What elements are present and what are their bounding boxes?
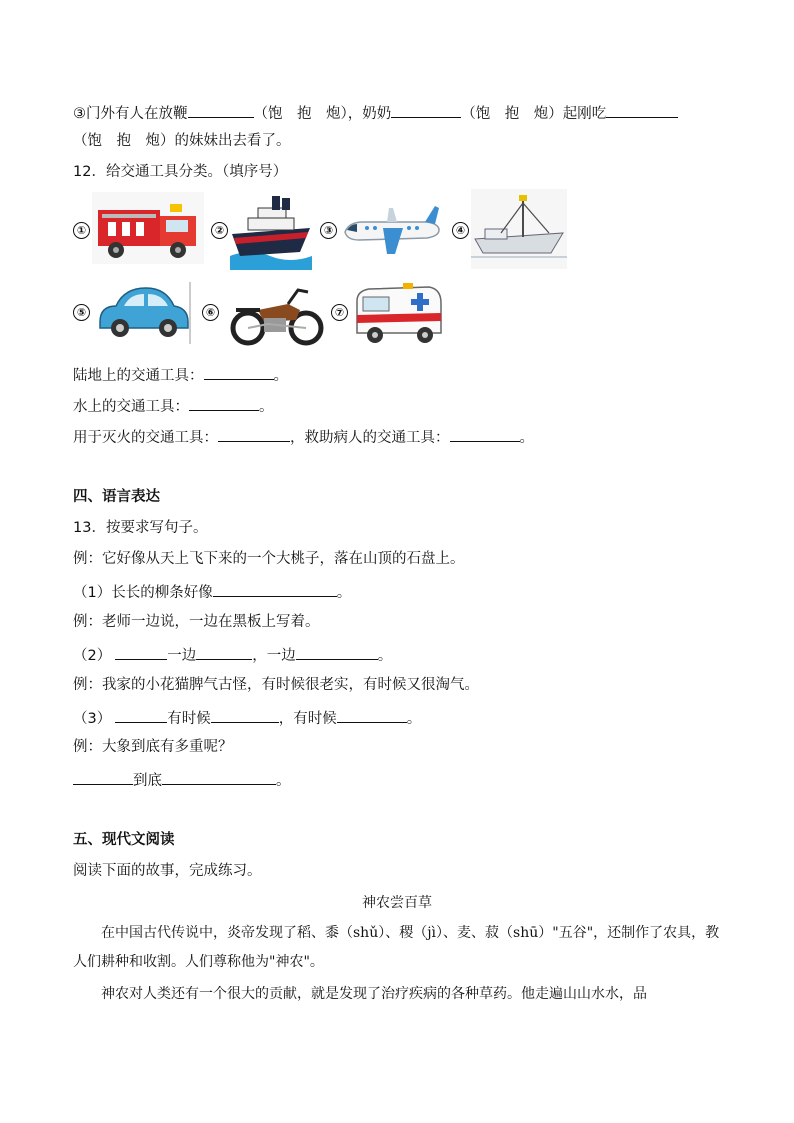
answer-blank[interactable] [337,706,407,723]
example-4: 例：大象到底有多重呢？ [73,739,233,755]
answer-blank[interactable] [189,394,259,411]
motorcycle-icon [228,280,326,348]
q11-options: （饱 抱 炮） [461,106,563,122]
prompt: ，有时候 [278,711,337,727]
q11-text: 起刚吃 [562,106,607,122]
punct: 。 [273,368,288,384]
prompt: （1）长长的柳条好像 [73,585,213,601]
q11-options: （饱 抱 炮） [73,133,175,149]
q11-text: 门外有人在放鞭 [86,106,188,122]
prompt: 一边 [167,648,197,664]
answer-blank[interactable] [296,643,378,660]
prompt: （2） [73,648,112,664]
story-paragraph-2: 神农对人类还有一个很大的贡献，就是发现了治疗疾病的各种草药。他走遍山山水水，品 [101,986,647,1002]
punct: 。 [519,430,534,446]
q11-item-3-line2 [73,131,291,151]
punct: 。 [336,585,352,601]
q13-item-4 [73,768,291,791]
answer-blank[interactable] [196,643,252,660]
q11-options: （饱 抱 炮） [253,106,348,122]
punct: 。 [406,711,422,727]
answer-blank[interactable] [73,768,133,785]
punct: 。 [276,773,291,789]
circled-number: ② [211,222,228,239]
q13-item-2 [73,643,392,666]
q12-title: 12．给交通工具分类。（填序号） [73,164,288,180]
label: ，救助病人的交通工具： [290,430,450,446]
prompt: ，一边 [252,648,296,664]
example-1: 例：它好像从天上飞下来的一个大桃子，落在山顶的石盘上。 [73,551,465,567]
prompt: 到底 [133,773,162,789]
punct: 。 [377,648,393,664]
answer-blank[interactable] [218,425,290,442]
q12-fire-rescue-line [73,425,534,448]
answer-blank[interactable] [115,643,167,660]
q13-item-1 [73,580,351,603]
circled-number: ③ [320,222,337,239]
circled-number: ① [73,222,90,239]
ambulance-icon [351,277,447,349]
circled-number: ④ [452,222,469,239]
circled-number: ⑦ [331,304,348,321]
circled-number: ③ [73,106,86,122]
prompt: 有时候 [167,711,211,727]
answer-blank[interactable] [162,768,276,785]
story-paragraph-1: 在中国古代传说中，炎帝发现了稻、黍（shǔ）、稷（jì）、麦、菽（shū）"五谷"，还制作了农具，教人们耕种和收割。人们尊称他为"神农"。 [73,925,720,970]
q11-text: ，奶奶 [347,106,392,122]
section-4-heading: 四、语言表达 [73,489,160,505]
car-icon [94,282,192,344]
answer-blank[interactable] [213,580,337,597]
q12-water-line [73,394,274,417]
circled-number: ⑤ [73,304,90,321]
circled-number: ⑥ [202,304,219,321]
q12-land-line [73,363,288,386]
label: 用于灭火的交通工具： [73,430,218,446]
label: 陆地上的交通工具： [73,368,204,384]
cruise-ship-icon [230,190,312,270]
answer-blank[interactable] [115,706,167,723]
story-title: 神农尝百草 [362,895,432,911]
example-2: 例：老师一边说，一边在黑板上写着。 [73,614,320,630]
airplane-icon [339,194,443,264]
section-5-heading: 五、现代文阅读 [73,832,175,848]
q13-item-3 [73,706,421,729]
q11-item-3-line1 [73,101,678,124]
q13-title: 13．按要求写句子。 [73,520,208,536]
label: 水上的交通工具： [73,399,189,415]
punct: 。 [259,399,274,415]
answer-blank[interactable] [204,363,274,380]
q11-text: 的妹妹出去看了。 [174,133,291,149]
fishing-boat-icon [471,189,567,269]
reading-intro: 阅读下面的故事，完成练习。 [73,863,262,879]
example-3: 例：我家的小花猫脾气古怪，有时候很老实，有时候又很淘气。 [73,677,479,693]
fire-truck-icon [92,192,204,264]
answer-blank[interactable] [188,101,254,118]
prompt: （3） [73,711,112,727]
answer-blank[interactable] [606,101,678,118]
answer-blank[interactable] [450,425,520,442]
answer-blank[interactable] [391,101,461,118]
answer-blank[interactable] [211,706,279,723]
